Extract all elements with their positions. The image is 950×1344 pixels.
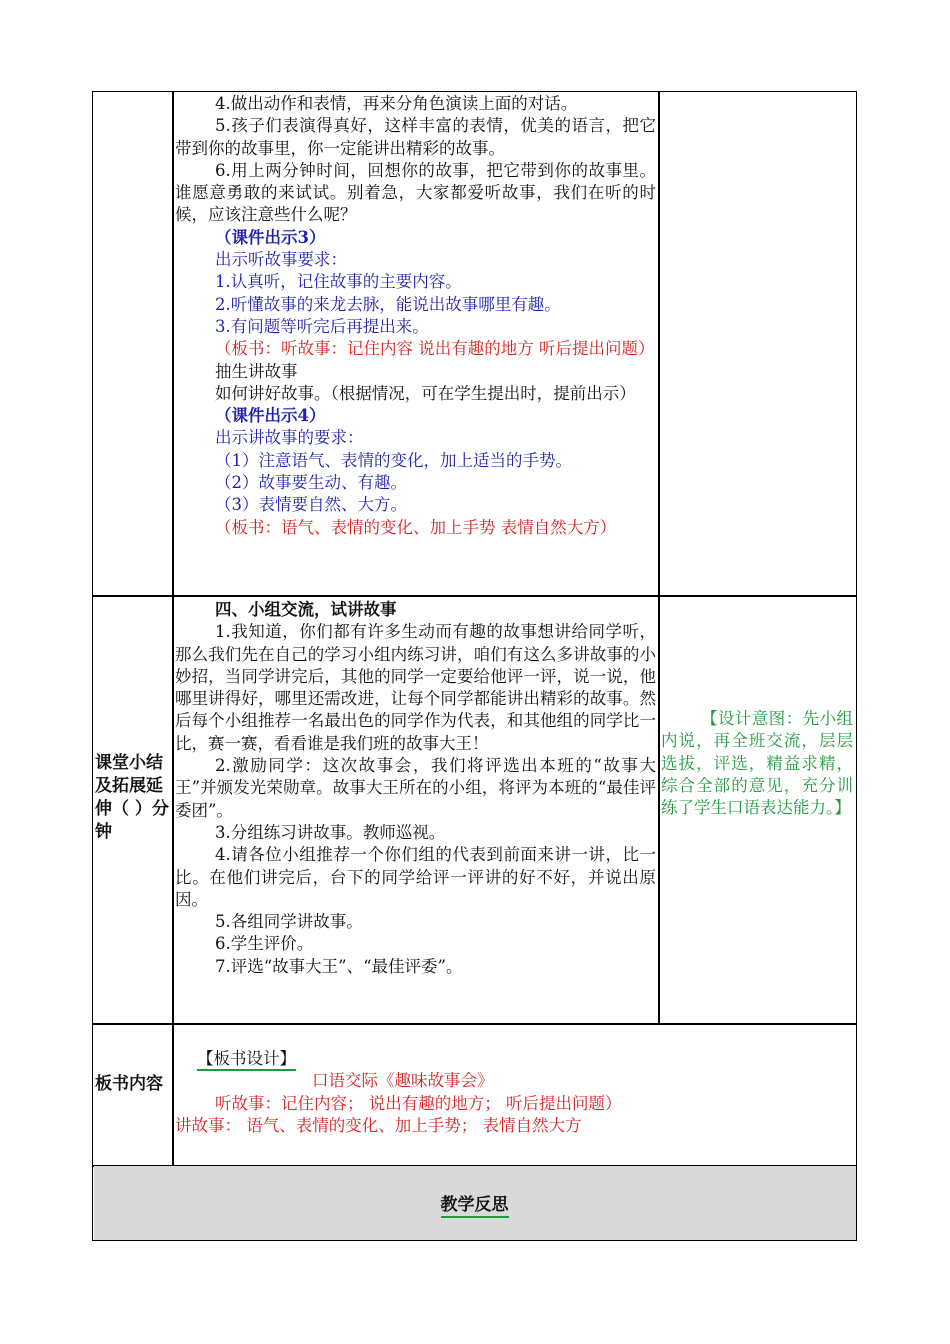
lesson-plan-table — [92, 91, 857, 1241]
board-line-tell: 讲故事： 语气、表情的变化、加上手势； 表情自然大方 — [175, 1115, 582, 1135]
tell-requirement: （2）故事要生动、有趣。 — [215, 473, 407, 493]
step-6: 6.用上两分钟时间，回想你的故事，把它带到你的故事里。谁愿意勇敢的来试试。别着急，大家都爱听故事，我们在听的时候，应该注意些什么呢？ — [175, 160, 656, 225]
how-to-tell: 如何讲好故事。（根据情况，可在学生提出时，提前出示） — [215, 383, 636, 403]
activity-item: 4.请各位小组推荐一个你们组的代表到前面来讲一讲，比一比。在他们讲完后，台下的同学给评一评讲的好不好，并说出原因。 — [175, 845, 656, 909]
section1-content — [174, 92, 658, 539]
activity-item: 5.各组同学讲故事。 — [215, 912, 363, 932]
draw-students: 抽生讲故事 — [215, 361, 298, 381]
activity-item: 1.我知道，你们都有许多生动而有趣的故事想讲给同学听，那么我们先在自己的学习小组内练习讲，咱们有这么多讲故事的小妙招，当同学讲完后，其他的同学一定要给他评一评，说一说，他哪里讲得好，哪里还需改进，让每个同学都能讲出精彩的故事。然后每个小组推荐一名最出色的同学作为代表，和其他组的同学比一比，赛一赛，看看谁是我们班的故事大王！ — [175, 622, 656, 753]
tell-requirements-title: 出示讲故事的要求： — [215, 428, 364, 448]
courseware-4: （课件出示4） — [215, 406, 326, 426]
board-note-tell: （板书：语气、表情的变化、加上手势 表情自然大方） — [215, 517, 617, 537]
design-intent-text: 【设计意图：先小组内说，再全班交流，层层选拔，评选，精益求精，综合全部的意见，充分训练了学生口语表达能力。】 — [661, 709, 853, 818]
listen-requirement: 2.听懂故事的来龙去脉，能说出故事哪里有趣。 — [215, 294, 561, 314]
activity-item: 7.评选“故事大王”、“最佳评委”。 — [215, 956, 463, 976]
board-line-listen: 听故事：记住内容； 说出有趣的地方； 听后提出问题） — [215, 1093, 622, 1113]
step-4: 4.做出动作和表情，再来分角色演读上面的对话。 — [215, 94, 578, 113]
board-design-subtitle: 口语交际《趣味故事会》 — [312, 1071, 494, 1091]
board-design-title-text: 【板书设计】 — [197, 1049, 296, 1071]
listen-requirement: 1.认真听，记住故事的主要内容。 — [215, 272, 462, 292]
listen-requirements-title: 出示听故事要求： — [215, 250, 347, 270]
design-intent — [660, 708, 855, 819]
section2-content — [174, 597, 658, 978]
activity-item: 3.分组练习讲故事。教师巡视。 — [215, 822, 446, 842]
activity-item: 2.激励同学：这次故事会，我们将评选出本班的“故事大王”并颁发光荣勋章。故事大王所在的小组，将评为本班的“最佳评委团”。 — [175, 756, 656, 820]
column-divider-right — [658, 92, 660, 1023]
courseware-3: （课件出示3） — [215, 227, 326, 247]
section2-heading: 四、小组交流，试讲故事 — [215, 600, 397, 619]
tell-requirement: （1）注意语气、表情的变化，加上适当的手势。 — [215, 450, 572, 470]
board-content-label: 板书内容 — [95, 1074, 163, 1094]
summary-label: 课堂小结及拓展延伸（ ）分钟 — [95, 753, 169, 842]
activity-item: 6.学生评价。 — [215, 934, 314, 954]
step-5: 5.孩子们表演得真好，这样丰富的表情，优美的语言，把它带到你的故事里，你一定能讲出精彩的故事。 — [175, 116, 656, 158]
board-design — [174, 1048, 658, 1137]
row-divider-2 — [93, 1023, 856, 1025]
board-note-listen: （板书：听故事：记住内容 说出有趣的地方 听后提出问题） — [215, 339, 655, 359]
listen-requirement: 3.有问题等听完后再提出来。 — [215, 316, 429, 336]
tell-requirement: （3）表情要自然、大方。 — [215, 495, 407, 515]
board-design-title — [175, 1048, 656, 1070]
reflection-heading — [93, 1190, 856, 1215]
reflection-heading-text: 教学反思 — [441, 1195, 509, 1218]
